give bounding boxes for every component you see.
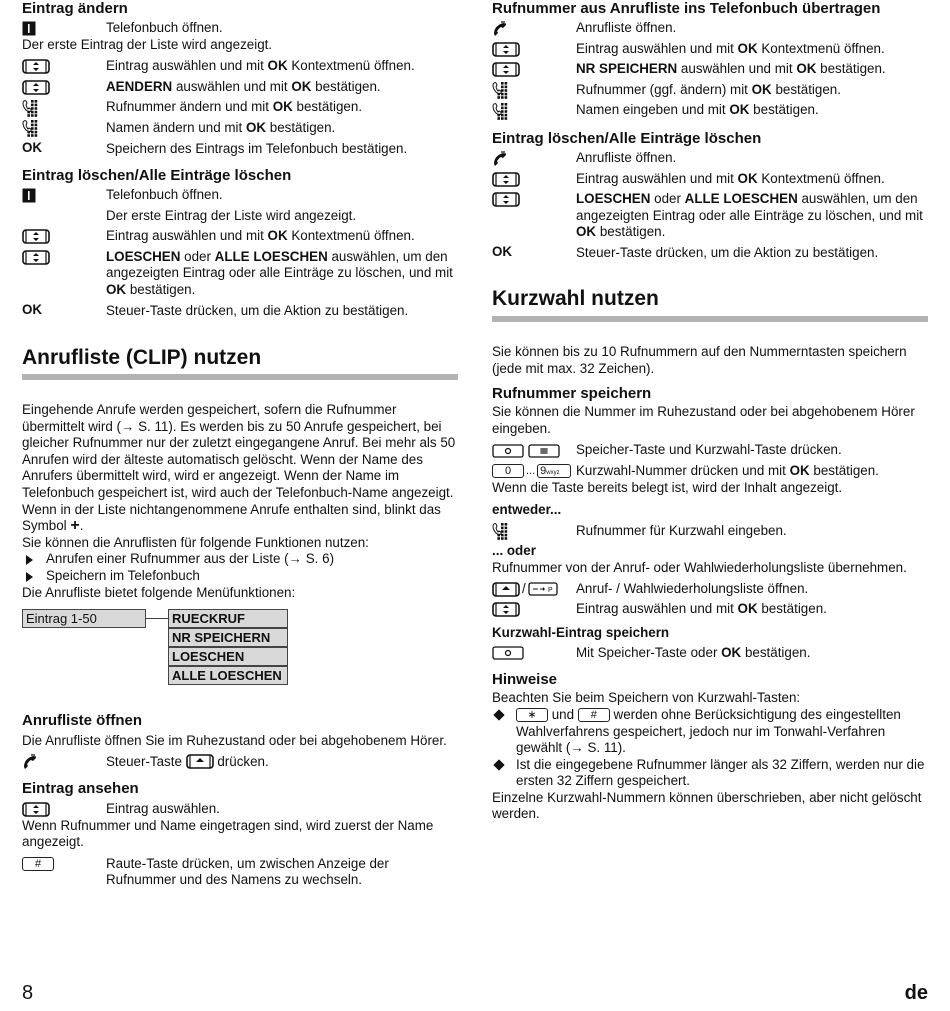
sub-label: ... oder: [492, 543, 536, 559]
digit-key-0: 0: [492, 464, 524, 478]
step-row: Eintrag auswählen und mit OK bestätigen.: [492, 601, 928, 618]
section-eintrag-loeschen: [22, 167, 458, 319]
step-row: Der erste Eintrag der Liste wird angezeigt.: [106, 207, 357, 223]
handset-icon: [492, 151, 524, 166]
ok-key-label: OK: [22, 139, 43, 155]
bullet-arrow-icon: [26, 555, 33, 565]
step-row: # Raute-Taste drücken, um zwischen Anzeige der Rufnummer und des Namens zu wechseln.: [22, 856, 458, 889]
menu-entry: Eintrag 1-50: [22, 609, 146, 628]
menu-connector: [146, 618, 168, 619]
step-row: Rufnummer für Kurzwahl eingeben.: [492, 523, 928, 540]
intro-paragraph: Sie können bis zu 10 Rufnummern auf den Nummerntasten speichern (jede mit max. 32 Zeichen).: [492, 344, 907, 376]
keypad-icon: [492, 524, 524, 539]
page-number: 8: [22, 982, 34, 1004]
navigation-key-icon: [22, 250, 54, 265]
phonebook-icon: [22, 21, 54, 36]
keypad-icon: [22, 100, 54, 115]
section-anrufliste-oeffnen: [22, 712, 458, 770]
memory-key-icon: [492, 444, 524, 458]
memory-key-icon: [492, 646, 524, 661]
handset-icon: [22, 755, 54, 770]
section-anrufliste: [22, 346, 458, 689]
list-item: Speichern im Telefonbuch: [22, 568, 458, 585]
step-row: Anrufliste öffnen.: [492, 150, 928, 167]
chapter-heading: Kurzwahl nutzen: [492, 287, 659, 310]
keypad-icon: [492, 103, 524, 118]
intro-paragraph: Eingehende Anrufe werden gespeichert, sofern die Rufnummer übermittelt wird (→ S. 11). Es werden bis zu 50 Anrufe gespeichert, bei gleicher Rufnummer nur der zuletzt eingegangene Anruf. Bei mehr als 50 Anrufen wird der älteste automatisch gelöscht. Wenn der Name des Anrufers übermittelt wird, wird er angezeigt. Wenn der Name im Telefonbuch gespeichert ist, wird auch der Telefonbuch-Name angezeigt. Wenn in der Liste nichtangenommene Anrufe enthalten sind, blinkt das Symbol +.: [22, 402, 456, 535]
step-row: OK Speichern des Eintrags im Telefonbuch bestätigen.: [22, 139, 408, 156]
step-row: Telefonbuch öffnen.: [22, 20, 458, 37]
navigation-key-icon: [492, 602, 524, 617]
speed-dial-key-icon: [528, 444, 560, 458]
section-title: Hinweise: [492, 671, 558, 689]
step-row: Anrufliste öffnen.: [492, 20, 928, 37]
body-text: Sie können die Nummer im Ruhezustand oder bei abgehobenem Hörer eingeben.: [492, 404, 915, 436]
navigation-key-icon: [492, 172, 524, 187]
keypad-icon: [22, 121, 54, 136]
body-text: Der erste Eintrag der Liste wird angezeigt.: [22, 36, 273, 52]
digit-key-9: 9wxyz: [537, 464, 571, 478]
hash-key: #: [578, 708, 610, 722]
star-key: ∗: [516, 708, 548, 722]
section-title: Eintrag ansehen: [22, 780, 139, 797]
menu-option: RUECKRUF: [168, 609, 288, 628]
step-row: Namen ändern und mit OK bestätigen.: [22, 120, 458, 137]
navigation-up-key-icon: [492, 582, 520, 597]
navigation-key-icon: [22, 59, 54, 74]
step-row: Speicher-Taste und Kurzwahl-Taste drücken.: [492, 442, 928, 459]
step-row: Eintrag auswählen und mit OK Kontextmenü öffnen.: [492, 171, 928, 188]
chapter-heading: Anrufliste (CLIP) nutzen: [22, 346, 262, 369]
section-uebertragen: [492, 0, 928, 119]
step-row: Eintrag auswählen und mit OK Kontextmenü öffnen.: [22, 228, 458, 245]
hash-key-icon: #: [22, 857, 54, 872]
navigation-key-icon: [492, 62, 524, 77]
list-item: Ist die eingegebene Rufnummer länger als 32 Ziffern, werden nur die ersten 32 Ziffern gespeichert.: [492, 757, 928, 790]
step-row: Mit Speicher-Taste oder OK bestätigen.: [492, 645, 928, 662]
list-item: Anrufen einer Rufnummer aus der Liste (→ S. 6): [22, 551, 458, 568]
sub-label: entweder...: [492, 502, 562, 518]
step-row: LOESCHEN oder ALLE LOESCHEN auswählen, um den angezeigten Eintrag oder alle Einträge zu löschen, und mit OK bestätigen.: [22, 249, 458, 299]
section-eintrag-ansehen: [22, 780, 458, 889]
body-text: Wenn die Taste bereits belegt ist, wird der Inhalt angezeigt.: [492, 479, 843, 495]
step-row: LOESCHEN oder ALLE LOESCHEN auswählen, um den angezeigten Eintrag oder alle Einträge zu löschen, und mit OK bestätigen.: [492, 191, 928, 241]
navigation-up-key-icon: [186, 754, 214, 769]
list-item: ∗ und # werden ohne Berücksichtigung des eingestellten Wahlverfahrens gespeichert, jedoch nur im Tonwahl-Verfahren gewählt (→ S. 11).: [492, 707, 928, 757]
body-text: Sie können die Anruflisten für folgende Funktionen nutzen:: [22, 534, 369, 550]
section-loeschen: [492, 130, 928, 262]
step-row: / Anruf- / Wahlwiederholungsliste öffnen.: [492, 581, 928, 598]
ok-key-label: OK: [492, 244, 513, 260]
body-text: Die Anrufliste öffnen Sie im Ruhezustand oder bei abgehobenem Hörer.: [22, 733, 447, 748]
menu-option: LOESCHEN: [168, 647, 288, 666]
section-title: Eintrag ändern: [22, 0, 128, 17]
navigation-key-icon: [22, 80, 54, 95]
section-title: Eintrag löschen/Alle Einträge löschen: [22, 167, 292, 184]
step-row: OK Steuer-Taste drücken, um die Aktion zu bestätigen.: [22, 301, 409, 318]
language-label: de: [904, 982, 928, 1004]
section-eintrag-aendern: [22, 0, 458, 157]
step-row: NR SPEICHERN auswählen und mit OK bestätigen.: [492, 61, 928, 78]
step-row: AENDERN auswählen und mit OK bestätigen.: [22, 79, 458, 96]
step-row: Steuer-Taste drücken.: [22, 754, 458, 771]
body-text: Wenn Rufnummer und Name eingetragen sind, wird zuerst der Name angezeigt.: [22, 817, 434, 850]
section-title: Rufnummer aus Anrufliste ins Telefonbuch übertragen: [492, 0, 881, 17]
phonebook-icon: [22, 188, 54, 203]
step-row: OK Steuer-Taste drücken, um die Aktion zu bestätigen.: [492, 244, 879, 260]
step-row: Rufnummer ändern und mit OK bestätigen.: [22, 99, 458, 116]
bullet-diamond-icon: [493, 759, 504, 770]
navigation-key-icon: [492, 192, 524, 207]
heading-rule: [22, 374, 458, 380]
step-row: Namen eingeben und mit OK bestätigen.: [492, 102, 928, 119]
menu-option: ALLE LOESCHEN: [168, 666, 288, 685]
step-row: Telefonbuch öffnen.: [22, 187, 458, 204]
menu-diagram: [22, 609, 458, 689]
section-title: Kurzwahl-Eintrag speichern: [492, 624, 670, 640]
navigation-key-icon: [22, 229, 54, 244]
body-text: Rufnummer von der Anruf- oder Wahlwiederholungsliste übernehmen.: [492, 559, 907, 575]
heading-rule: [492, 316, 928, 322]
section-title: Eintrag löschen/Alle Einträge löschen: [492, 130, 762, 147]
body-text: Einzelne Kurzwahl-Nummern können überschrieben, aber nicht gelöscht werden.: [492, 789, 922, 822]
body-text: Beachten Sie beim Speichern von Kurzwahl-Tasten:: [492, 690, 801, 706]
ok-key-label: OK: [22, 301, 43, 317]
step-row: Eintrag auswählen.: [22, 801, 458, 818]
menu-option: NR SPEICHERN: [168, 628, 288, 647]
step-row: Eintrag auswählen und mit OK Kontextmenü öffnen.: [492, 41, 928, 58]
step-row: 0 ... 9wxyz Kurzwahl-Nummer drücken und mit OK bestätigen.: [492, 463, 928, 480]
body-text: Die Anrufliste bietet folgende Menüfunktionen:: [22, 584, 296, 600]
keypad-icon: [492, 83, 524, 98]
section-kurzwahl: [492, 287, 928, 823]
section-title: Anrufliste öffnen: [22, 712, 142, 729]
bullet-diamond-icon: [493, 709, 504, 720]
handset-icon: [492, 21, 524, 36]
section-title: Rufnummer speichern: [492, 385, 652, 403]
bullet-arrow-icon: [26, 572, 33, 582]
redial-key-icon: [528, 582, 558, 596]
step-row: Rufnummer (ggf. ändern) mit OK bestätigen.: [492, 82, 928, 99]
step-row: Eintrag auswählen und mit OK Kontextmenü öffnen.: [22, 58, 458, 75]
navigation-key-icon: [492, 42, 524, 57]
navigation-key-icon: [22, 802, 54, 817]
